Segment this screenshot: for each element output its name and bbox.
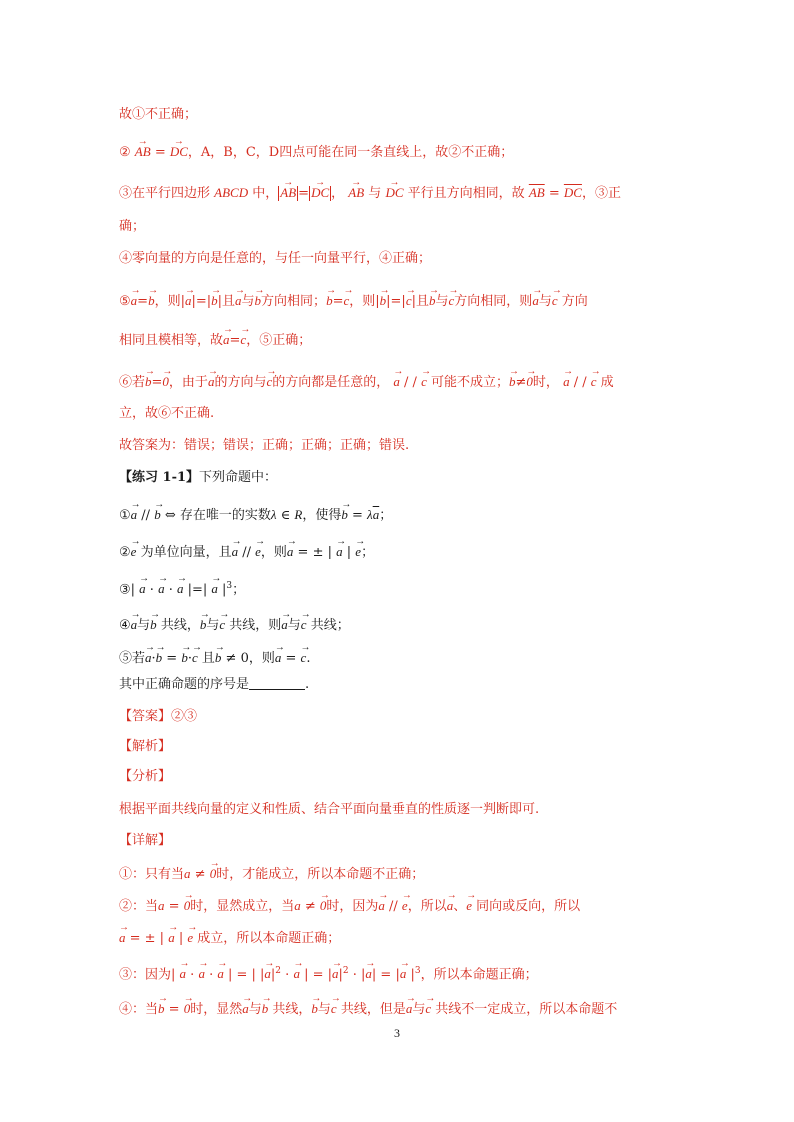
line-1: 故①不正确；: [119, 107, 198, 122]
question-line: 其中正确命题的序号是 .: [119, 677, 310, 692]
detail-heading: 【详解】: [119, 833, 172, 848]
answer-blank: [249, 677, 305, 690]
proposition-2: ②→ e 为单位向量，且→ a // → e，则→ a = ± | → a | → e；: [119, 540, 374, 562]
analysis-heading: 【解析】: [119, 739, 172, 754]
line-8: ⑥若→ b=→ 0，由于→ a的方向与→ c的方向都是任意的， → a / / → c 可能不成立；→ b≠→ 0时， → a / / → c 成: [119, 370, 614, 392]
proposition-4: ④→ a与→ b 共线，→ b与→ c 共线，则→ a与→ c 共线；: [119, 613, 350, 635]
line-2: ② → AB = → DC，A，B，C，D四点可能在同一条直线上，故②不正确；: [119, 140, 513, 162]
detail-2-cont: → a = ± | → a | → e 成立，所以本命题正确；: [119, 926, 340, 948]
line-10: 故答案为：错误；错误；正确；正确；正确；错误.: [119, 438, 410, 453]
detail-2: ②：当a = → 0时，显然成立，当a ≠ → 0时，因为→ a // → e，所以→ a、→ e 同向或反向，所以: [119, 894, 580, 916]
proposition-1: ①→ a // → b ⇔ 存在唯一的实数λ ∈ R，使得→ $b = \lambda\overline{a}$；: [119, 503, 392, 525]
line-9: 立，故⑥不正确.: [119, 406, 215, 421]
exercise-heading: 【练习 1-1】下列命题中：: [119, 470, 278, 485]
proposition-3: ③| → a · → a · → a |=| → a $|^3$；: [119, 577, 245, 599]
page-number: 3: [394, 1026, 400, 1040]
answer-line: 【答案】②③: [119, 709, 198, 724]
analysis-sub-heading: 【分析】: [119, 769, 172, 784]
line-3: ③在平行四边形 ABCD 中， → AB = → DC ， → AB 与 → DC 平行且方向相同，故 $\overline{AB} = \overline{DC}$，③正: [119, 181, 621, 203]
detail-1: ①：只有当a ≠ → 0时，才能成立，所以本命题不正确；: [119, 862, 424, 884]
proposition-5: ⑤若→ a·→ b = → b·→ c 且→ b ≠ 0，则→ a = → c.: [119, 646, 310, 668]
detail-4: ④：当→ b = → 0时，显然→ a与→ b 共线，→ b与→ c 共线，但是→ a与→ c 共线不一定成立，所以本命题不: [119, 997, 617, 1019]
analysis-text: 根据平面共线向量的定义和性质、结合平面向量垂直的性质逐一判断即可.: [119, 802, 540, 817]
line-4: 确；: [119, 219, 146, 234]
detail-3: ③：因为| → a · → a · → a | = | |→ $a|^2$ · → a | = |→ $a|^2$ · |→ a| = |→ a $|^3$，所以本命题正确；: [119, 962, 538, 984]
line-6: ⑤→ a=→ b，则|→ a|=|→ b|且→ a与→ b方向相同；→ b=→ c，则|→ b|=|→ c|且→ b与→ c方向相同，则→ a与→ c 方向: [119, 289, 588, 311]
line-7: 相同且模相等，故→ a=→ c，⑤正确；: [119, 328, 311, 350]
line-5: ④零向量的方向是任意的，与任一向量平行，④正确；: [119, 251, 432, 266]
